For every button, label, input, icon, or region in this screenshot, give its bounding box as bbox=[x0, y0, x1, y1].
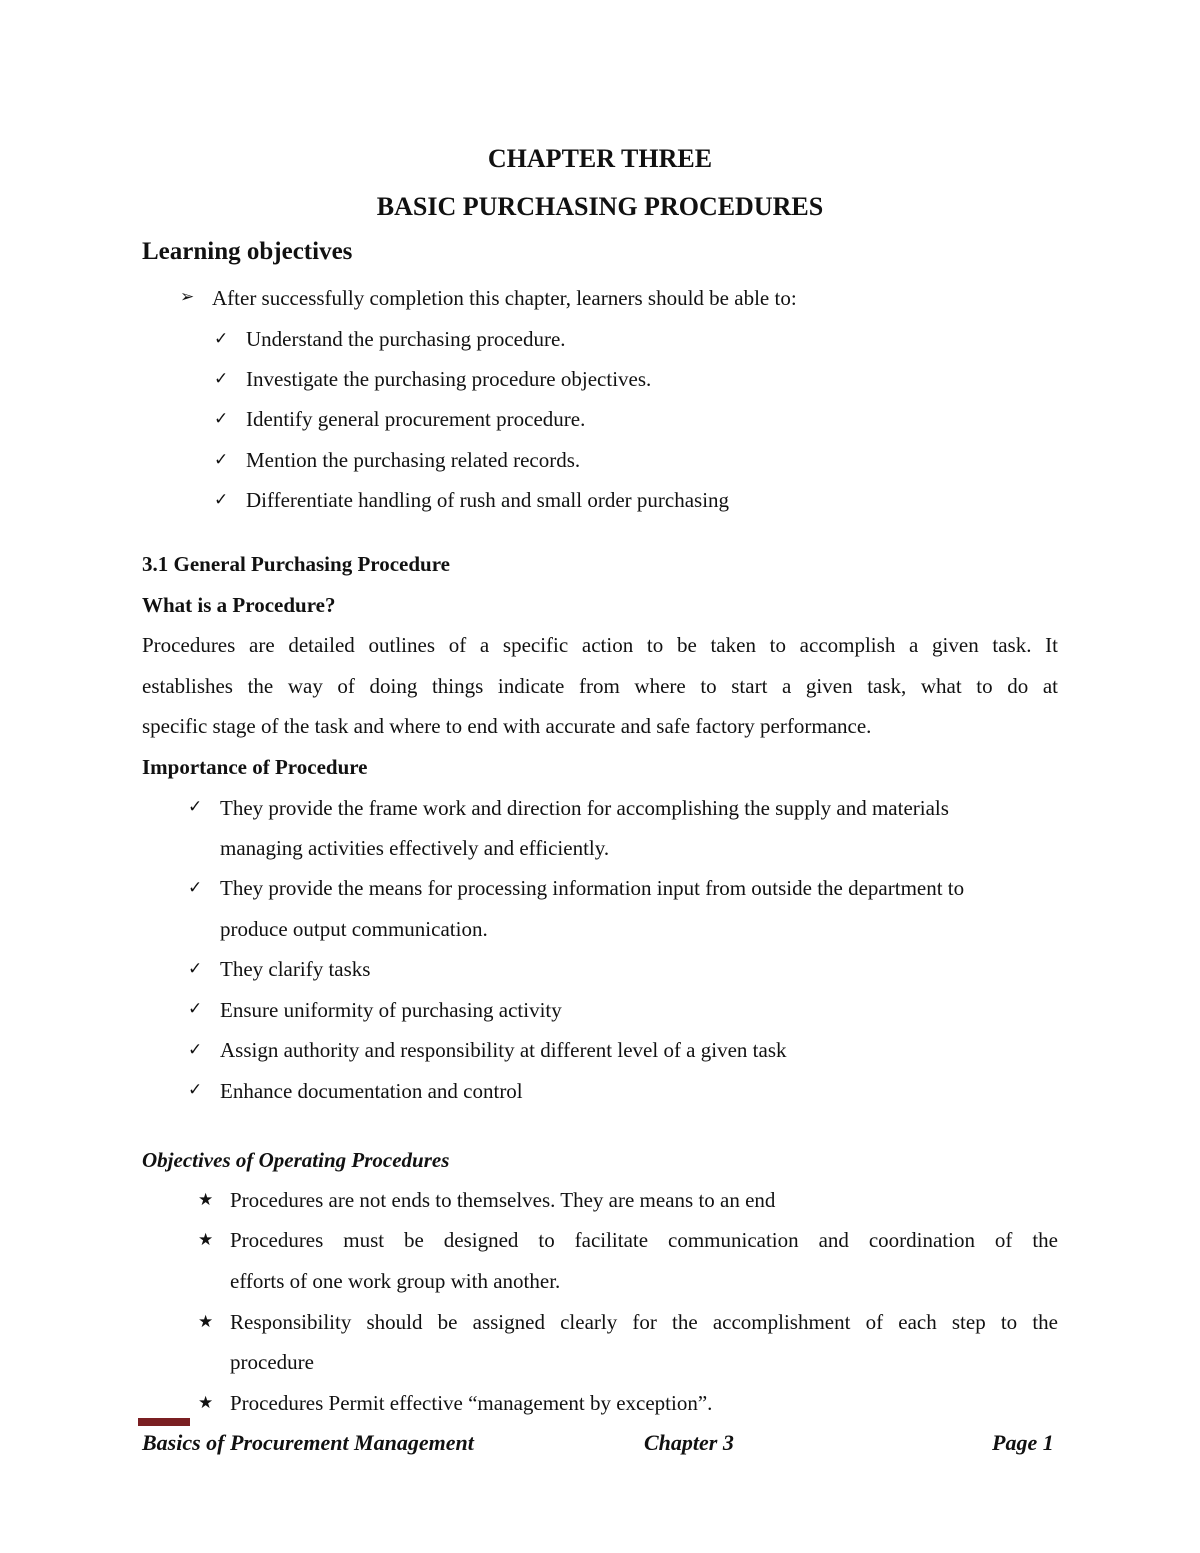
footer-rule bbox=[138, 1418, 190, 1426]
what-is-procedure-heading: What is a Procedure? bbox=[142, 593, 336, 617]
objectives-operating-heading: Objectives of Operating Procedures bbox=[142, 1148, 450, 1172]
check-icon: ✓ bbox=[188, 999, 203, 1019]
learning-objectives-heading: Learning objectives bbox=[142, 238, 353, 265]
importance-item-line: Assign authority and responsibility at different level of a given task bbox=[220, 1038, 787, 1062]
importance-item-line: Ensure uniformity of purchasing activity bbox=[220, 998, 562, 1022]
check-icon: ✓ bbox=[188, 1080, 203, 1100]
operating-item-line: efforts of one work group with another. bbox=[230, 1269, 561, 1293]
operating-item-line: Responsibility should be assigned clearly for the accomplishment of each step to the bbox=[230, 1310, 1058, 1334]
importance-item-line: managing activities effectively and efficiently. bbox=[220, 836, 610, 860]
importance-item-line: They clarify tasks bbox=[220, 957, 371, 981]
check-icon: ✓ bbox=[214, 450, 229, 470]
star-icon: ★ bbox=[198, 1312, 214, 1332]
check-icon: ✓ bbox=[214, 409, 229, 429]
objectives-intro: After successfully completion this chapter, learners should be able to: bbox=[212, 286, 797, 310]
importance-item-line: They provide the means for processing information input from outside the department to bbox=[220, 876, 965, 900]
paragraph-line: establishes the way of doing things indicate from where to start a given task, what to do at bbox=[142, 674, 1058, 698]
chapter-title: CHAPTER THREE bbox=[487, 144, 713, 173]
check-icon: ✓ bbox=[188, 959, 203, 979]
footer-chapter: Chapter 3 bbox=[644, 1430, 734, 1455]
chapter-subtitle: BASIC PURCHASING PROCEDURES bbox=[376, 192, 824, 221]
check-icon: ✓ bbox=[214, 329, 229, 349]
check-icon: ✓ bbox=[214, 490, 229, 510]
check-icon: ✓ bbox=[188, 797, 203, 817]
objective-item: Understand the purchasing procedure. bbox=[246, 327, 566, 351]
section-heading: 3.1 General Purchasing Procedure bbox=[142, 552, 450, 576]
star-icon: ★ bbox=[198, 1190, 214, 1210]
arrow-bullet-icon: ➢ bbox=[180, 287, 195, 307]
check-icon: ✓ bbox=[188, 1040, 203, 1060]
objective-item: Investigate the purchasing procedure objectives. bbox=[246, 367, 652, 391]
check-icon: ✓ bbox=[214, 369, 229, 389]
operating-item-line: Procedures are not ends to themselves. They are means to an end bbox=[230, 1188, 776, 1212]
footer-page-number: Page 1 bbox=[992, 1430, 1054, 1455]
importance-heading: Importance of Procedure bbox=[142, 755, 368, 779]
footer-book-title: Basics of Procurement Management bbox=[142, 1430, 474, 1455]
operating-item-line: Procedures must be designed to facilitate communication and coordination of the bbox=[230, 1228, 1058, 1252]
objective-item: Identify general procurement procedure. bbox=[246, 407, 586, 431]
paragraph-line: specific stage of the task and where to end with accurate and safe factory performance. bbox=[142, 714, 872, 738]
operating-item-line: Procedures Permit effective “management by exception”. bbox=[230, 1391, 713, 1415]
star-icon: ★ bbox=[198, 1393, 214, 1413]
operating-item-line: procedure bbox=[230, 1350, 314, 1374]
importance-item-line: Enhance documentation and control bbox=[220, 1079, 523, 1103]
objective-item: Differentiate handling of rush and small order purchasing bbox=[246, 488, 730, 512]
star-icon: ★ bbox=[198, 1230, 214, 1250]
importance-item-line: They provide the frame work and direction for accomplishing the supply and materials bbox=[220, 796, 949, 820]
check-icon: ✓ bbox=[188, 878, 203, 898]
importance-item-line: produce output communication. bbox=[220, 917, 488, 941]
paragraph-line: Procedures are detailed outlines of a specific action to be taken to accomplish a given task. It bbox=[142, 633, 1058, 657]
objective-item: Mention the purchasing related records. bbox=[246, 448, 581, 472]
